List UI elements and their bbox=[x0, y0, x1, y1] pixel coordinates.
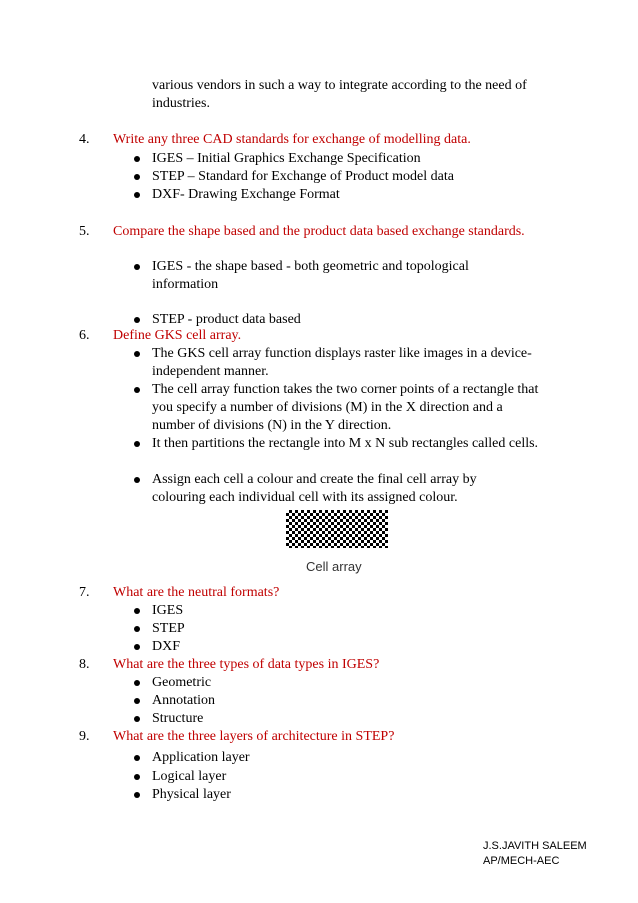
bullet-icon bbox=[134, 626, 140, 632]
bullet-icon bbox=[134, 774, 140, 780]
bullet-icon bbox=[134, 477, 140, 483]
list-item: Physical layer bbox=[152, 786, 552, 804]
question-number: 7. bbox=[79, 585, 90, 600]
intro-line-1: various vendors in such a way to integrate according to the need of bbox=[152, 78, 527, 93]
list-item: IGES bbox=[152, 602, 552, 620]
list-item: STEP bbox=[152, 620, 552, 638]
footer-department: AP/MECH-AEC bbox=[483, 855, 560, 867]
list-item: DXF- Drawing Exchange Format bbox=[152, 186, 552, 204]
question-number: 6. bbox=[79, 328, 90, 343]
bullet-icon bbox=[134, 755, 140, 761]
intro-line-2: industries. bbox=[152, 96, 210, 111]
bullet-icon bbox=[134, 608, 140, 614]
bullet-icon bbox=[134, 387, 140, 393]
bullet-icon bbox=[134, 680, 140, 686]
list-item: STEP – Standard for Exchange of Product model data bbox=[152, 168, 552, 186]
question-text: Define GKS cell array. bbox=[113, 328, 242, 343]
question-text: What are the three types of data types in IGES? bbox=[113, 657, 380, 672]
footer-author: J.S.JAVITH SALEEM bbox=[483, 840, 587, 852]
list-item: It then partitions the rectangle into M x N sub rectangles called cells. bbox=[152, 435, 547, 453]
question-text: What are the three layers of architecture in STEP? bbox=[113, 729, 395, 744]
list-item: DXF bbox=[152, 638, 552, 656]
bullet-icon bbox=[134, 351, 140, 357]
list-item: Annotation bbox=[152, 692, 552, 710]
bullet-icon bbox=[134, 156, 140, 162]
question-number: 5. bbox=[79, 224, 90, 239]
question-text: Write any three CAD standards for exchange of modelling data. bbox=[113, 132, 471, 147]
list-item: Logical layer bbox=[152, 768, 552, 786]
bullet-icon bbox=[134, 716, 140, 722]
list-item: The GKS cell array function displays raster like images in a device-independent manner. bbox=[152, 345, 564, 381]
question-text: Compare the shape based and the product data based exchange standards. bbox=[113, 224, 525, 239]
bullet-icon bbox=[134, 317, 140, 323]
list-item: IGES - the shape based - both geometric and topological information bbox=[152, 258, 512, 294]
bullet-icon bbox=[134, 441, 140, 447]
question-number: 4. bbox=[79, 132, 90, 147]
list-item: Application layer bbox=[152, 749, 552, 767]
list-item: Geometric bbox=[152, 674, 552, 692]
bullet-icon bbox=[134, 174, 140, 180]
list-item: IGES – Initial Graphics Exchange Specification bbox=[152, 150, 552, 168]
list-item: Assign each cell a colour and create the final cell array by colouring each individual cell with its assigned colour. bbox=[152, 471, 522, 507]
list-item: The cell array function takes the two corner points of a rectangle that you specify a number of divisions (M) in the X direction and a number of divisions (N) in the Y direction. bbox=[152, 381, 547, 435]
list-item: STEP - product data based bbox=[152, 311, 552, 329]
bullet-icon bbox=[134, 792, 140, 798]
bullet-icon bbox=[134, 698, 140, 704]
bullet-icon bbox=[134, 192, 140, 198]
question-number: 9. bbox=[79, 729, 90, 744]
question-text: What are the neutral formats? bbox=[113, 585, 280, 600]
cell-array-image bbox=[286, 510, 388, 548]
list-item: Structure bbox=[152, 710, 552, 728]
bullet-icon bbox=[134, 644, 140, 650]
question-number: 8. bbox=[79, 657, 90, 672]
figure-caption: Cell array bbox=[306, 559, 362, 574]
bullet-icon bbox=[134, 264, 140, 270]
